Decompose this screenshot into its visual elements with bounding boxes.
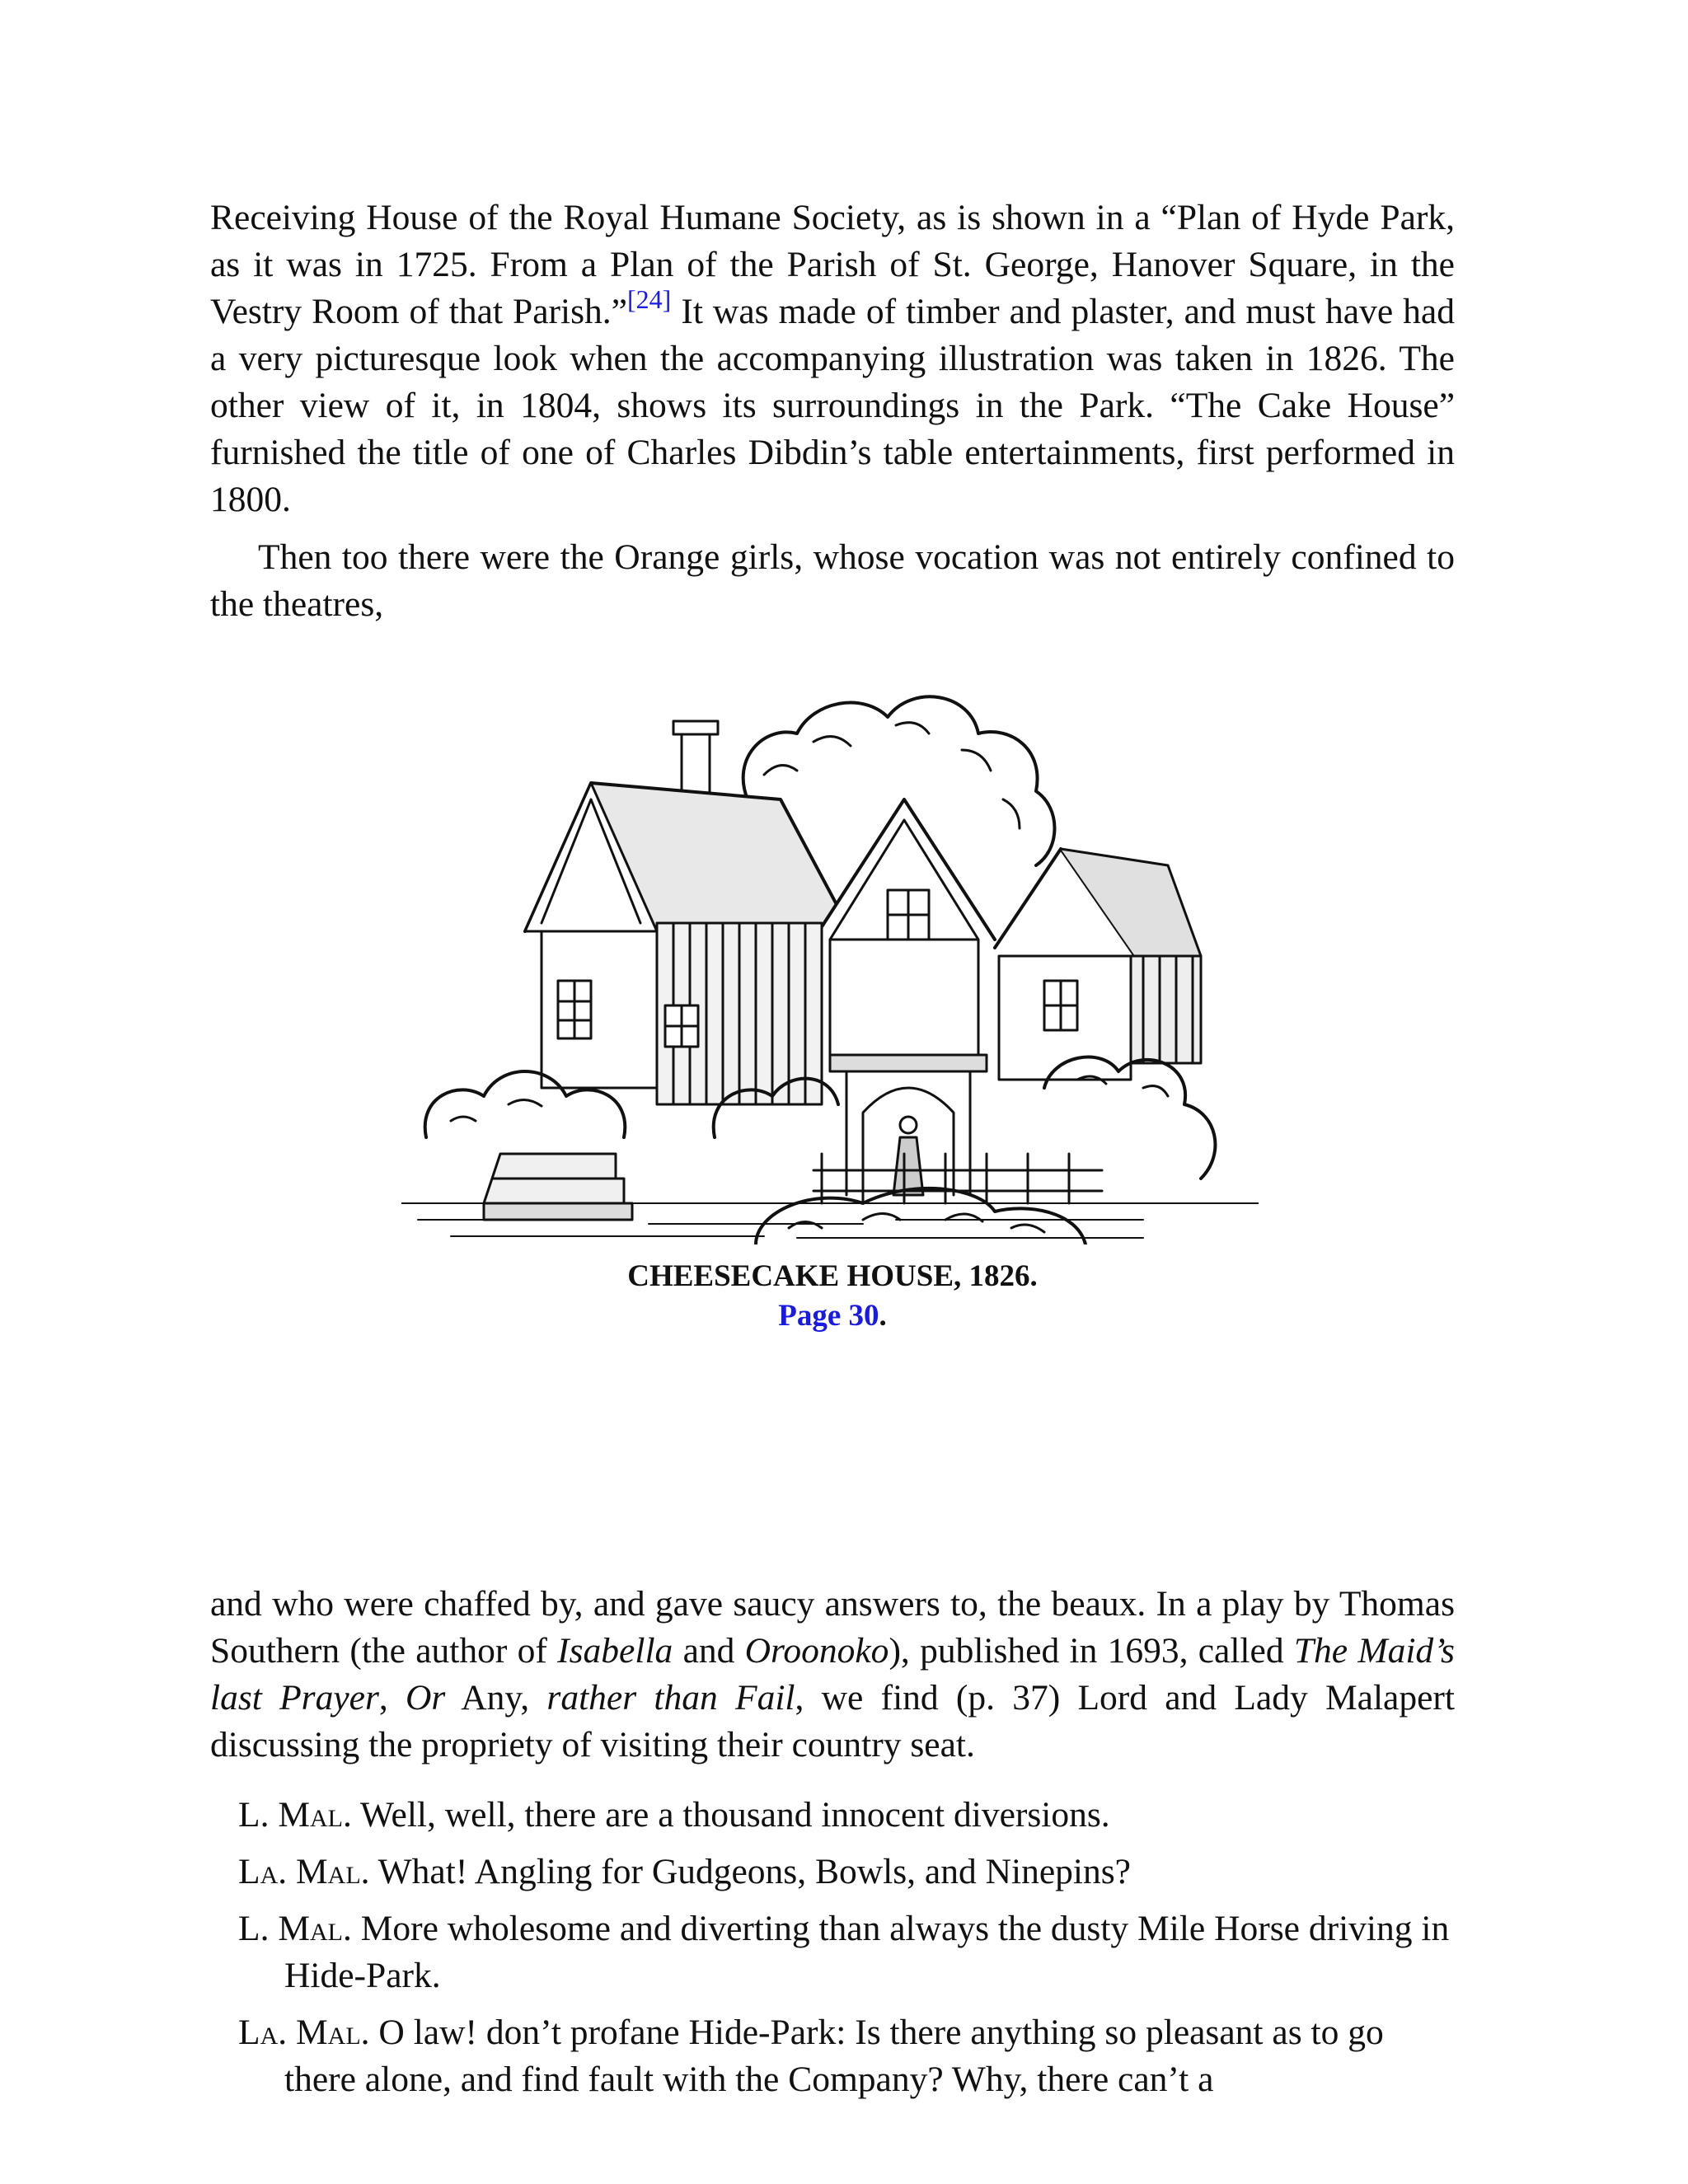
dialogue-line	[210, 1792, 1455, 1839]
page-link-suffix: .	[879, 1299, 887, 1333]
title-isabella: Isabella	[557, 1631, 673, 1671]
title-rather-than-fail: rather than Fail	[546, 1678, 795, 1718]
paragraph-orange-girls	[210, 534, 1455, 628]
paragraph-text: Receiving House of the Royal Humane Society, as is shown in a “Plan of Hyde Park, as it was in 1725. From a Plan of the Parish of St. George, Hanover Square, in the Vestry Room of that Parish.”	[210, 198, 1455, 331]
cheesecake-house-illustration	[401, 676, 1259, 1244]
speaker-name: La. Mal.	[238, 1852, 370, 1891]
page-content	[210, 194, 1455, 2099]
speaker-name: L. Mal.	[238, 1909, 352, 1948]
dialogue-line	[210, 1849, 1455, 1896]
speaker-name: La. Mal.	[238, 2013, 370, 2052]
dialogue	[210, 1792, 1455, 2103]
paragraph-text: Any,	[445, 1678, 547, 1718]
dialogue-text: More wholesome and diverting than always the dusty Mile Horse driving in Hide-Park.	[284, 1909, 1450, 1995]
paragraph-southern-play	[210, 1581, 1455, 1769]
paragraph-text: and who were chaffed by, and gave saucy answers to, the beaux. In a play by Thomas Southern (the author of	[210, 1584, 1455, 1671]
footnote-link-24[interactable]: [24]	[627, 284, 672, 314]
speaker-name: L. Mal.	[238, 1795, 352, 1835]
title-maids-last-prayer: The Maid’s last Prayer	[210, 1631, 1455, 1718]
paragraph-cake-house	[210, 194, 1455, 523]
dialogue-line	[210, 1905, 1455, 1999]
paragraph-text: It was made of timber and plaster, and must have had a very picturesque look when the accompanying illustration was taken in 1826. The other view of it, in 1804, shows its surroundings in the Park. “The Cake House” furnished the title of one of Charles Dibdin’s table entertainments, first performed in 1800.	[210, 292, 1455, 519]
paragraph-text: and	[673, 1631, 745, 1671]
paragraph-text: ), published in 1693, called	[889, 1631, 1294, 1671]
dialogue-text: Well, well, there are a thousand innocent diversions.	[351, 1795, 1110, 1835]
title-or: Or	[406, 1678, 446, 1718]
title-oroonoko: Oroonoko	[744, 1631, 889, 1671]
dialogue-line	[210, 2009, 1455, 2103]
dialogue-text: O law! don’t profane Hide-Park: Is there anything so pleasant as to go there alone, and find fault with the Company? Why, there can’t a	[284, 2013, 1384, 2099]
figure-page-reference	[210, 1297, 1455, 1335]
paragraph-text: Then too there were the Orange girls, whose vocation was not entirely confined to the theatres,	[210, 537, 1455, 624]
dialogue-text: What! Angling for Gudgeons, Bowls, and Ninepins?	[369, 1852, 1131, 1891]
paragraph-text: ,	[378, 1678, 406, 1718]
paragraph-text: , we find (p. 37) Lord and Lady Malapert discussing the propriety of visiting their country seat.	[210, 1678, 1455, 1765]
continuation	[210, 1581, 1455, 2113]
figure-caption: CHEESECAKE HOUSE, 1826.	[627, 1259, 1038, 1293]
figure-cheesecake-house	[210, 676, 1455, 1335]
page-30-link[interactable]: Page 30	[778, 1299, 879, 1333]
